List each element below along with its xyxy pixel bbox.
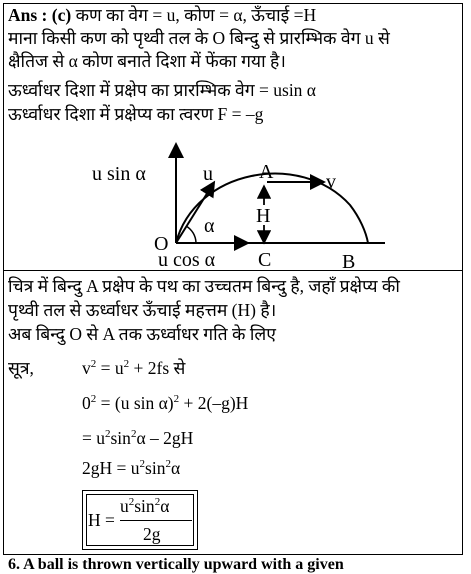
equation-4: $2gH = u^2\sin^2\alpha$ [82, 458, 181, 478]
final-lhs: H = [88, 510, 115, 530]
label-A: A [259, 161, 274, 183]
explanation-line-1: चित्र में बिन्दु A प्रक्षेप के पथ का उच्चतम बिन्दु है, जहाँ प्रक्षेप्य की [8, 276, 400, 296]
explanation-line-2: पृथ्वी तल से ऊर्ध्वाधर ऊँचाई महत्तम (H) है। [8, 300, 277, 320]
label-O: O [154, 233, 169, 255]
label-alpha: α [204, 215, 215, 237]
label-u: u [203, 163, 213, 185]
answer-label: Ans : (c) [8, 5, 72, 25]
given-values: कण का वेग = u, कोण = α, ऊँचाई =H [75, 5, 317, 25]
fraction-bar [120, 520, 192, 521]
label-usin: u sin α [92, 163, 146, 185]
projectile-diagram [0, 0, 471, 270]
equation-1: $v^2 = u^2 + 2fs$ से [82, 358, 186, 378]
label-B: B [342, 251, 356, 270]
vertical-acceleration-line: ऊर्ध्वाधर दिशा में प्रक्षेप्य का त्वरण F = –g [8, 104, 264, 124]
equation-3: = $u^2\sin^2\alpha - 2gH$ [82, 428, 194, 448]
section-divider [3, 270, 463, 271]
equation-2: $0^2 = (u$ sin α)$^2$ + 2(–g)H [82, 393, 249, 413]
label-ucos: u cos α [158, 249, 216, 270]
label-v: v [326, 171, 336, 193]
final-denominator: 2g [143, 524, 161, 544]
final-numerator: $u^2\sin^2\alpha$ [120, 496, 170, 516]
intro-line-1: माना किसी कण को पृथ्वी तल के O बिन्दु से प्रारम्भिक वेग u से [8, 28, 390, 48]
intro-line-2: क्षैतिज से α कोण बनाते दिशा में फेंका गया है। [8, 51, 286, 71]
label-H: H [256, 205, 271, 227]
explanation-line-3: अब बिन्दु O से A तक ऊर्ध्वाधर गति के लिए [8, 324, 276, 344]
label-C: C [258, 249, 272, 270]
next-question-cut: 6. A ball is thrown vertically upward with a given [8, 556, 344, 573]
formula-label: सूत्र, [8, 358, 34, 378]
vertical-velocity-line: ऊर्ध्वाधर दिशा में प्रक्षेप का प्रारम्भिक वेग = usin α [8, 80, 316, 100]
angle-arc [186, 226, 196, 243]
